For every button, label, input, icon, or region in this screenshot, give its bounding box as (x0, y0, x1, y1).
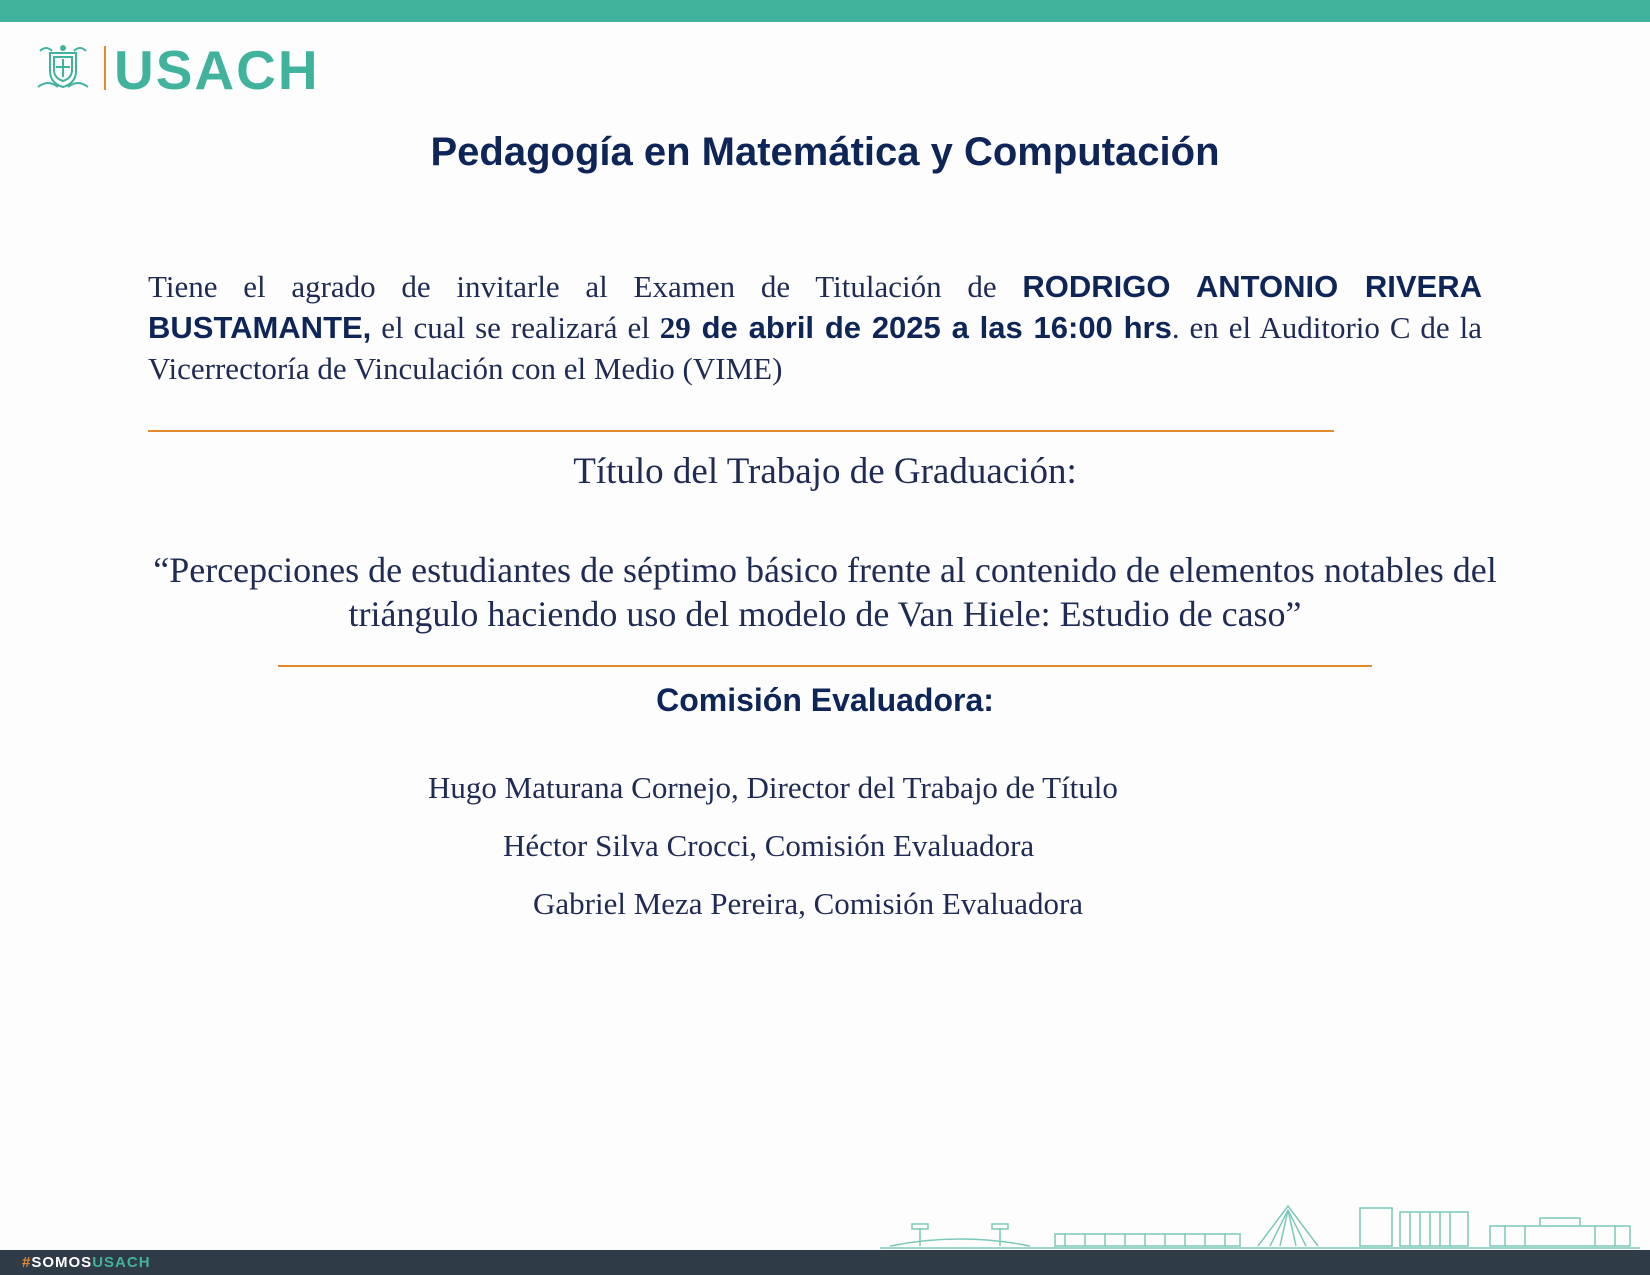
committee-member: Gabriel Meza Pereira, Comisión Evaluadora (533, 886, 1084, 921)
separator-line-top (148, 430, 1334, 432)
top-accent-stripe (0, 0, 1650, 22)
page-title: Pedagogía en Matemática y Computación (430, 130, 1220, 174)
campus-skyline-icon (880, 1200, 1640, 1250)
exam-date-time: de abril de 2025 a las 16:00 hrs (690, 310, 1172, 345)
footer-bar (0, 1250, 1650, 1275)
exam-location: . en el Auditorio C de la Vicerrectoría de Vinculación con el Medio (VIME) (148, 310, 1482, 386)
committee-heading: Comisión Evaluadora: (656, 682, 994, 718)
hashtag-symbol: # (22, 1254, 32, 1271)
somos-usach-hashtag (22, 1255, 151, 1271)
thesis-title: “Percepciones de estudiantes de séptimo básico frente al contenido de elementos notables del triángulo haciendo uso del modelo de Van Hiele: Estudio de caso” (153, 550, 1497, 634)
hashtag-main: SOMOS (31, 1254, 93, 1271)
thesis-label: Título del Trabajo de Graduación: (573, 451, 1077, 492)
logo-divider (104, 46, 106, 90)
invitation-paragraph (148, 266, 1482, 389)
committee-member: Héctor Silva Crocci, Comisión Evaluadora (503, 828, 1035, 863)
invitation-intro: Tiene el agrado de invitarle al Examen de Titulación de (148, 269, 1023, 304)
invitation-middle: el cual se realizará el (371, 310, 660, 345)
usach-logo (32, 38, 320, 101)
usach-wordmark: USACH (114, 38, 320, 101)
exam-day: 29 (659, 310, 691, 345)
separator-line-bottom (278, 665, 1372, 667)
university-crest-icon (32, 43, 94, 93)
student-name: RODRIGO ANTONIO RIVERA BUSTAMANTE, (148, 269, 1482, 345)
hashtag-accent: USACH (92, 1254, 151, 1271)
committee-member: Hugo Maturana Cornejo, Director del Trabajo de Título (428, 770, 1118, 805)
